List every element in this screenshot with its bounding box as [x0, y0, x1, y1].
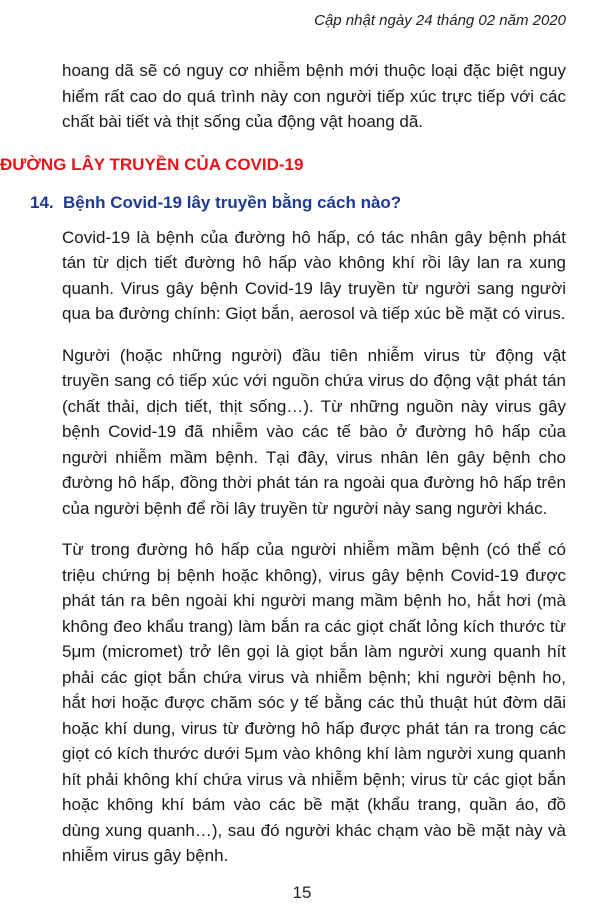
answer-paragraph-3: Từ trong đường hô hấp của người nhiễm mầm bệnh (có thể có triệu chứng bị bệnh hoặc không), virus gây bệnh Covid-19 được phát tán ra bên ngoài khi người mang mầm bệnh ho, hắt hơi (mà không đeo khẩu trang) làm bắn ra các giọt chất lỏng kích thước từ 5μm (micromet) trở lên gọi là giọt bắn làm người xung quanh hít phải các giọt bắn chứa virus và nhiễm bệnh; khi người bệnh ho, hắt hơi hoặc được chăm sóc y tế bằng các thủ thuật hút đờm dãi hoặc khí dung, virus từ đường hô hấp được phát tán ra trong các giọt có kích thước dưới 5μm vào không khí làm người xung quanh hít phải không khí chứa virus và nhiễm bệnh; virus từ các giọt bắn hoặc không khí bám vào các bề mặt (khẩu trang, quần áo, đồ dùng xung quanh…), sau đó người khác chạm vào bề mặt này và nhiễm virus gây bệnh. — [62, 540, 566, 865]
answer-paragraph-1: Covid-19 là bệnh của đường hô hấp, có tác nhân gây bệnh phát tán từ dịch tiết đường hô hấp vào không khí rồi lây lan ra xung quanh. Virus gây bệnh Covid-19 lây truyền từ người sang người qua ba đường chính: Giọt bắn, aerosol và tiếp xúc bề mặt có virus. — [62, 227, 566, 323]
question-text: Bệnh Covid-19 lây truyền bằng cách nào? — [63, 192, 402, 212]
question-heading — [0, 191, 604, 215]
update-date-header: Cập nhật ngày 24 tháng 02 năm 2020 — [314, 12, 566, 29]
question-number: 14. — [30, 192, 54, 212]
answer-paragraph-2: Người (hoặc những người) đầu tiên nhiễm virus từ động vật truyền sang có tiếp xúc với nguồn chứa virus do động vật phát tán (chất thải, dịch tiết, thịt sống…). Từ những nguồn này virus gây bệnh Covid-19 đã nhiễm vào các tế bào ở đường hô hấp của người nhiễm mầm bệnh. Tại đây, virus nhân lên gây bệnh cho đường hô hấp, đồng thời phát tán ra ngoài qua đường hô hấp trên của người bệnh để rồi lây truyền từ người này sang người khác. — [62, 345, 566, 518]
section-heading: ĐƯỜNG LÂY TRUYỀN CỦA COVID-19 — [0, 154, 304, 174]
document-body — [0, 58, 604, 869]
page-number: 15 — [292, 883, 312, 902]
intro-paragraph: hoang dã sẽ có nguy cơ nhiễm bệnh mới thuộc loại đặc biệt nguy hiểm rất cao do quá trình này con người tiếp xúc trực tiếp với các chất bài tiết và thịt sống của động vật hoang dã. — [62, 61, 566, 131]
